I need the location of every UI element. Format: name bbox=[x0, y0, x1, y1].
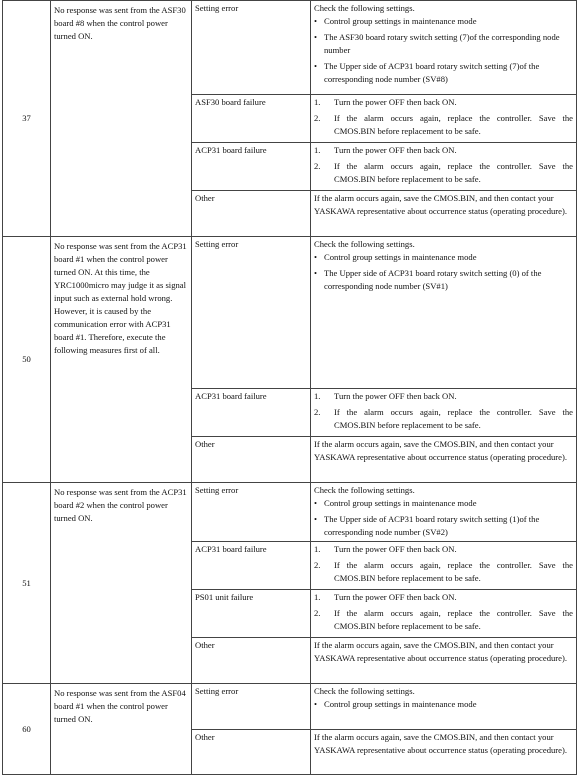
remedy-bullet: • Control group settings in maintenance mode bbox=[314, 699, 477, 709]
remedy-intro: Check the following settings. bbox=[314, 239, 415, 249]
alarm-number-cell bbox=[3, 684, 51, 775]
remedy-step: 2. If the alarm occurs again, replace the controller. Save the CMOS.BIN before replacement to be safe. bbox=[314, 161, 573, 184]
cause-cell: ACP31 board failure bbox=[192, 542, 311, 590]
alarm-description: No response was sent from the ACP31 board #1 when the control power turned ON. At this time, the YRC1000micro may judge it as signal input such as external hold wrong. However, it is caused by the communication error with ACP31 board #1. Therefore, execute the following measures first of all. bbox=[51, 237, 192, 483]
cause-cell: Other bbox=[192, 437, 311, 483]
remedy-bullet: • Control group settings in maintenance mode bbox=[314, 16, 477, 26]
alarm-description: No response was sent from the ASF30 board #8 when the control power turned ON. bbox=[51, 1, 192, 237]
remedy-step: 1. Turn the power OFF then back ON. bbox=[314, 544, 457, 554]
alarm-number-cell bbox=[3, 1, 51, 237]
table-row bbox=[3, 1, 577, 95]
cause-cell: Setting error bbox=[192, 483, 311, 542]
remedy-cell: If the alarm occurs again, save the CMOS.BIN, and then contact your YASKAWA representative about occurrence status (operating procedure). bbox=[311, 730, 577, 775]
cause-cell: ACP31 board failure bbox=[192, 389, 311, 437]
cause-cell: Other bbox=[192, 638, 311, 684]
remedy-step: 1. Turn the power OFF then back ON. bbox=[314, 97, 457, 107]
remedy-cell bbox=[311, 237, 577, 389]
remedy-bullet: • The ASF30 board rotary switch setting (7)of the corresponding node number bbox=[314, 32, 560, 55]
remedy-cell bbox=[311, 95, 577, 143]
alarm-number: 50 bbox=[22, 354, 31, 364]
remedy-intro: Check the following settings. bbox=[314, 485, 415, 495]
remedy-step: 2. If the alarm occurs again, replace the controller. Save the CMOS.BIN before replacement to be safe. bbox=[314, 608, 573, 631]
cause-cell: Other bbox=[192, 191, 311, 237]
remedy-step: 2. If the alarm occurs again, replace the controller. Save the CMOS.BIN before replacement to be safe. bbox=[314, 113, 573, 136]
alarm-number: 60 bbox=[22, 723, 31, 734]
remedy-bullet: • The Upper side of ACP31 board rotary switch setting (0) of the corresponding node number (SV#1) bbox=[314, 268, 542, 291]
remedy-bullet: • The Upper side of ACP31 board rotary switch setting (1)of the corresponding node number (SV#2) bbox=[314, 514, 540, 537]
cause-cell: Other bbox=[192, 730, 311, 775]
remedy-step: 1. Turn the power OFF then back ON. bbox=[314, 145, 457, 155]
alarm-description: No response was sent from the ASF04 board #1 when the control power turned ON. bbox=[51, 684, 192, 775]
alarm-number: 37 bbox=[22, 113, 31, 123]
remedy-cell: If the alarm occurs again, save the CMOS.BIN, and then contact your YASKAWA representative about occurrence status (operating procedure). bbox=[311, 191, 577, 237]
remedy-step: 1. Turn the power OFF then back ON. bbox=[314, 592, 457, 602]
cause-cell: ASF30 board failure bbox=[192, 95, 311, 143]
remedy-intro: Check the following settings. bbox=[314, 3, 415, 13]
remedy-cell bbox=[311, 389, 577, 437]
remedy-cell bbox=[311, 590, 577, 638]
cause-cell: Setting error bbox=[192, 684, 311, 730]
remedy-bullet: • Control group settings in maintenance mode bbox=[314, 498, 477, 508]
remedy-cell: If the alarm occurs again, save the CMOS.BIN, and then contact your YASKAWA representative about occurrence status (operating procedure). bbox=[311, 437, 577, 483]
remedy-intro: Check the following settings. bbox=[314, 686, 415, 696]
cause-cell: Setting error bbox=[192, 237, 311, 389]
alarm-number: 51 bbox=[22, 577, 31, 588]
remedy-step: 2. If the alarm occurs again, replace the controller. Save the CMOS.BIN before replacement to be safe. bbox=[314, 407, 573, 430]
alarm-number-cell bbox=[3, 483, 51, 684]
remedy-cell bbox=[311, 1, 577, 95]
remedy-cell bbox=[311, 684, 577, 730]
alarm-description: No response was sent from the ACP31 board #2 when the control power turned ON. bbox=[51, 483, 192, 684]
cause-cell: ACP31 board failure bbox=[192, 143, 311, 191]
remedy-cell bbox=[311, 542, 577, 590]
remedy-step: 2. If the alarm occurs again, replace the controller. Save the CMOS.BIN before replacement to be safe. bbox=[314, 560, 573, 583]
remedy-cell: If the alarm occurs again, save the CMOS.BIN, and then contact your YASKAWA representative about occurrence status (operating procedure). bbox=[311, 638, 577, 684]
remedy-step: 1. Turn the power OFF then back ON. bbox=[314, 391, 457, 401]
alarm-number-cell bbox=[3, 237, 51, 483]
remedy-bullet: • The Upper side of ACP31 board rotary switch setting (7)of the corresponding node number (SV#8) bbox=[314, 61, 540, 84]
remedy-cell bbox=[311, 143, 577, 191]
alarm-table bbox=[2, 0, 577, 775]
table-row bbox=[3, 237, 577, 389]
cause-cell: Setting error bbox=[192, 1, 311, 95]
cause-cell: PS01 unit failure bbox=[192, 590, 311, 638]
remedy-bullet: • Control group settings in maintenance mode bbox=[314, 252, 477, 262]
table-row bbox=[3, 483, 577, 542]
table-row bbox=[3, 684, 577, 730]
remedy-cell bbox=[311, 483, 577, 542]
